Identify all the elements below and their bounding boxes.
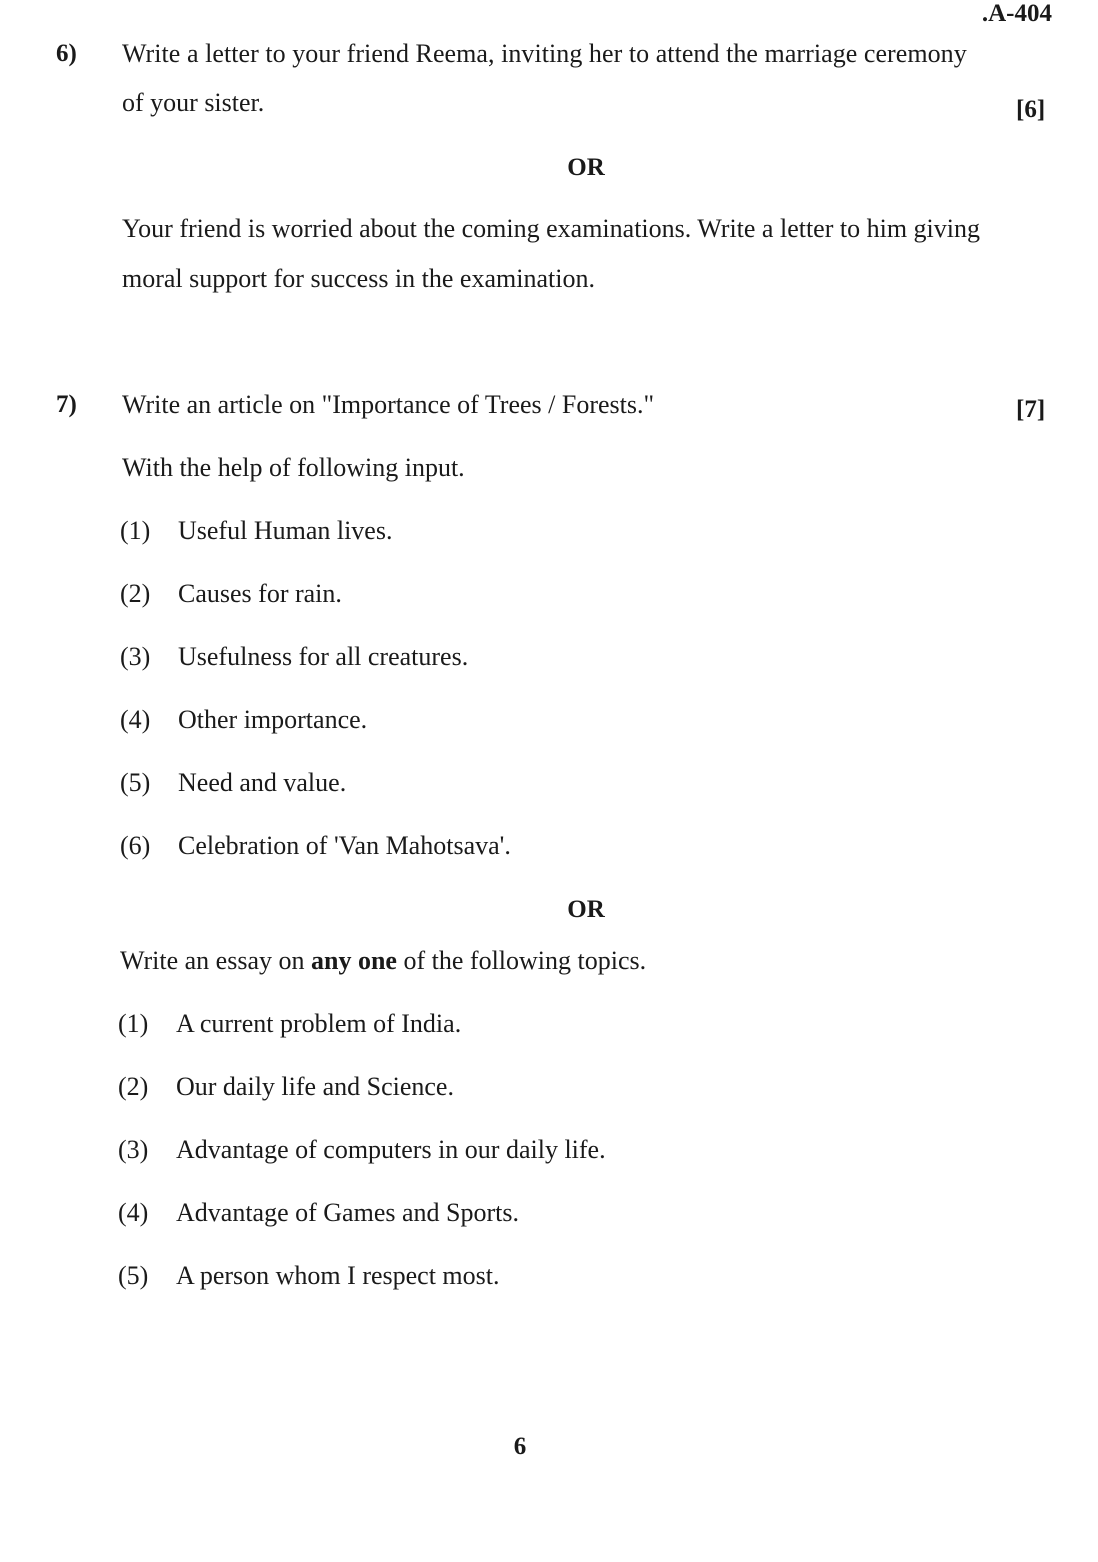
topic-item-number: (5) bbox=[118, 1261, 149, 1290]
topic-item-number: (3) bbox=[118, 1135, 149, 1164]
question-6-alt-line-2: moral support for success in the examination. bbox=[122, 264, 595, 293]
question-7-or: OR bbox=[567, 896, 605, 923]
essay-instruction-pre: Write an essay on bbox=[120, 946, 312, 975]
essay-instruction-post: of the following topics. bbox=[396, 946, 647, 975]
question-7-line-2: With the help of following input. bbox=[122, 453, 465, 482]
question-6-line-2: of your sister. bbox=[122, 88, 265, 117]
input-item-number: (1) bbox=[120, 516, 151, 545]
question-6-or: OR bbox=[567, 154, 605, 181]
question-7-line-1: Write an article on "Importance of Trees / Forests." bbox=[122, 390, 655, 419]
topic-item-text: Advantage of computers in our daily life. bbox=[176, 1135, 606, 1164]
input-item-number: (3) bbox=[120, 642, 151, 671]
input-item-text: Useful Human lives. bbox=[178, 516, 393, 545]
input-item-text: Need and value. bbox=[178, 768, 347, 797]
input-item-text: Usefulness for all creatures. bbox=[178, 642, 469, 671]
topic-item-text: Our daily life and Science. bbox=[176, 1072, 454, 1101]
question-6-number: 6) bbox=[56, 40, 77, 67]
input-item-number: (4) bbox=[120, 705, 151, 734]
input-item-number: (6) bbox=[120, 831, 151, 860]
input-item-number: (2) bbox=[120, 579, 151, 608]
page-code: .A-404 bbox=[981, 0, 1052, 27]
input-item-text: Celebration of 'Van Mahotsava'. bbox=[178, 831, 511, 860]
topic-item-text: A current problem of India. bbox=[176, 1009, 462, 1038]
topic-item-number: (1) bbox=[118, 1009, 149, 1038]
question-7-number: 7) bbox=[56, 391, 77, 418]
essay-instruction-bold: any one bbox=[311, 946, 397, 975]
question-6-marks: [6] bbox=[1016, 96, 1046, 123]
topic-item-text: Advantage of Games and Sports. bbox=[176, 1198, 519, 1227]
topic-item-number: (4) bbox=[118, 1198, 149, 1227]
question-6-alt-line-1: Your friend is worried about the coming examinations. Write a letter to him giving bbox=[122, 214, 980, 243]
topic-item-text: A person whom I respect most. bbox=[176, 1261, 500, 1290]
essay-instruction bbox=[120, 946, 646, 976]
input-item-number: (5) bbox=[120, 768, 151, 797]
page-number: 6 bbox=[513, 1433, 527, 1460]
topic-item-number: (2) bbox=[118, 1072, 149, 1101]
question-6-line-1: Write a letter to your friend Reema, inviting her to attend the marriage ceremony bbox=[122, 39, 967, 68]
input-item-text: Causes for rain. bbox=[178, 579, 342, 608]
input-item-text: Other importance. bbox=[178, 705, 368, 734]
question-7-marks: [7] bbox=[1016, 396, 1046, 423]
